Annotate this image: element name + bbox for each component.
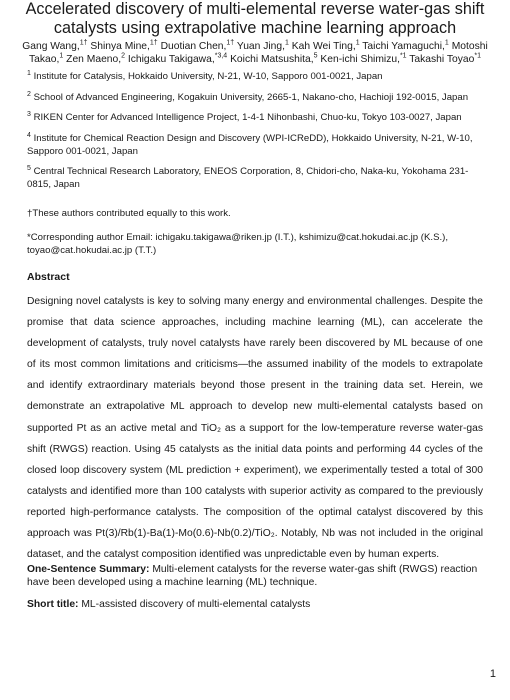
affiliation: $^5$ Central Technical Research Laboratory, ENEOS Corporation, 8, Chidori-cho, Naka-ku, Yokohama 231-0815, Japan [27, 164, 469, 190]
author: Duotian Chen,$^{1\dagger}$ [160, 39, 235, 52]
short-title-label: Short title: [27, 599, 79, 610]
short-title-text: ML-assisted discovery of multi-elemental catalysts [81, 599, 311, 610]
author: Gang Wang,$^{1\dagger}$ [22, 39, 88, 52]
corresponding-author-note: *Corresponding author Email: ichigaku.takigawa@riken.jp (I.T.), kshimizu@cat.hokudai.ac.jp (K.S.), toyao@cat.hokudai.ac.jp (T.T.) [27, 232, 448, 256]
short-title [27, 598, 487, 611]
author: Motoshi Takao,$^1$ [29, 41, 488, 65]
equal-contribution-note: †These authors contributed equally to this work. [27, 208, 231, 219]
affiliation: $^3$ RIKEN Center for Advanced Intelligence Project, 1-4-1 Nihonbashi, Chuo-ku, Tokyo 103-0027, Japan [27, 110, 462, 123]
affiliation: $^1$ Institute for Catalysis, Hokkaido University, N-21, W-10, Sapporo 001-0021, Japan [27, 69, 383, 82]
one-sentence-summary [27, 563, 487, 589]
abstract-body: Designing novel catalysts is key to solving many energy and environmental challenges. Despite the promise that data science approaches, including machine learning (ML), can accelerate the development of catalysts, truly novel catalysts have rarely been discovered by ML because of one of its most common limitations and criticisms—the assumed inability of the models to extrapolate and identify extraordinary materials beyond those present in the training data set. Herein, we demonstrate an extrapolative ML approach to develop new multi-elemental catalysts based on supported Pt as an active metal and TiO₂ as a support for the low-temperature reverse water-gas shift (RWGS) reaction. Using 45 catalysts as the initial data points and performing 44 cycles of the closed loop discovery system (ML prediction + experiment), we experimentally tested a total of 300 catalysts and identified more than 100 catalysts with superior activity as compared to the previously reported high-performance catalysts. The composition of the optimal catalyst discovered by this approach was Pt(3)/Rb(1)-Ba(1)-Mo(0.6)-Nb(0.2)/TiO₂. Notably, Nb was not included in the original dataset, and the catalyst composition identified was unpredictable even by human experts. [27, 296, 483, 561]
summary-text: Multi-element catalysts for the reverse water-gas shift (RWGS) reaction have been developed using a machine learning (ML) technique. [27, 564, 478, 588]
abstract-heading: Abstract [27, 271, 70, 283]
author: Ken-ichi Shimizu,$^{*1}$ [320, 52, 407, 65]
author-list [18, 40, 492, 66]
author: Shinya Mine,$^{1\dagger}$ [90, 39, 158, 52]
paper-title: Accelerated discovery of multi-elemental reverse water-gas shift catalysts using extrapolative machine learning approach [25, 0, 485, 37]
affiliation-list [27, 70, 490, 199]
affiliation: $^2$ School of Advanced Engineering, Kogakuin University, 2665-1, Nakano-cho, Hachioji 192-0015, Japan [27, 90, 469, 103]
author: Taichi Yamaguchi,$^1$ [362, 39, 449, 52]
author: Takashi Toyao$^{*1}$ [409, 52, 481, 65]
author: Zen Maeno,$^2$ [66, 52, 126, 65]
summary-label: One-Sentence Summary: [27, 564, 150, 575]
author: Yuan Jing,$^1$ [236, 39, 289, 52]
author: Ichigaku Takigawa,$^{*3,4}$ [127, 52, 228, 65]
author: Kah Wei Ting,$^1$ [291, 39, 360, 52]
author: Koichi Matsushita,$^5$ [230, 52, 318, 65]
page-number: 1 [489, 668, 496, 680]
affiliation: $^4$ Institute for Chemical Reaction Design and Discovery (WPI-ICReDD), Hokkaido University, N-21, W-10, Sapporo 001-0021, Japan [27, 131, 473, 157]
